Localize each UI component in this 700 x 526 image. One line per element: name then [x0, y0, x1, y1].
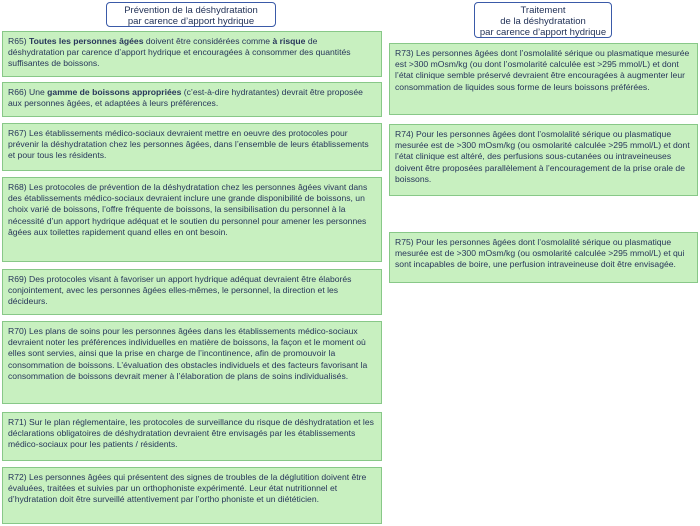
recommendation-text: R74) Pour les personnes âgées dont l’osmolalité sérique ou plasmatique mesurée est de >300 mOsm/kg (ou osmolarité calculée >295 mmol/L) et dont l’état clinique est altéré, des perfusions sous-cutanées ou intraveineuses doivent être proposées parallèlement à l’encouragement de la prise orale de boissons. — [395, 129, 690, 184]
recommendation-box-r66 — [2, 82, 382, 117]
recommendation-box-r70 — [2, 321, 382, 404]
recommendation-box-r73 — [389, 43, 698, 115]
recommendation-text: doivent être considérées comme — [143, 36, 273, 46]
recommendation-box-r74 — [389, 124, 698, 196]
prevention-header-line-1: Prévention de la déshydratation — [124, 5, 258, 16]
recommendation-text: R71) Sur le plan réglementaire, les protocoles de surveillance du risque de déshydratation et les déclarations obligatoires de déshydratation devraient être envisagés par les établissements médico-sociaux pour les patients / résidents. — [8, 417, 374, 450]
recommendation-text: R72) Les personnes âgées qui présentent des signes de troubles de la déglutition doivent être évaluées, traitées et suivies par un orthophoniste expérimenté. Leur état nutritionnel et d’hydratation doit être surveillé attentivement par l’ortho phoniste et un diététicien. — [8, 472, 367, 505]
recommendation-text: R70) Les plans de soins pour les personnes âgées dans les établissements médico-sociaux devraient noter les préférences individuelles en matière de boissons, la façon et le moment où elles sont servies, ainsi que la prise en charge de l’incontinence, afin de promouvoir la consommation de boissons. L’évaluation des obstacles individuels et des facteurs favorisant la consommation de boissons devrait mener à l’élaboration de plans de soins individualisés. — [8, 326, 368, 381]
recommendation-text: R66) Une — [8, 87, 48, 97]
recommendation-box-r65 — [2, 31, 382, 77]
recommendation-box-r67 — [2, 123, 382, 171]
recommendation-box-r72 — [2, 467, 382, 524]
recommendation-text: R65) — [8, 36, 30, 46]
treatment-header — [474, 2, 612, 38]
recommendation-box-r71 — [2, 412, 382, 461]
recommendation-box-r69 — [2, 269, 382, 315]
recommendation-box-r68 — [2, 177, 382, 262]
recommendation-text: R67) Les établissements médico-sociaux devraient mettre en oeuvre des protocoles pour prévenir la déshydratation chez les personnes âgées, dans l’ensemble de leurs établissements et pour tous les résidents. — [8, 128, 369, 161]
treatment-header-line-2: de la déshydratation — [500, 16, 586, 27]
prevention-header-line-2: par carence d’apport hydrique — [127, 16, 255, 27]
recommendation-box-r75 — [389, 232, 698, 283]
recommendation-text: (c’est-à-dire hydratantes) devrait être proposée aux personnes âgées, et adaptées à leurs préférences. — [8, 87, 363, 109]
recommendation-text: R69) Des protocoles visant à favoriser un apport hydrique adéquat devraient être élaborés conjointement, avec les personnes âgées elles-mêmes, le personnel, la direction et les décideurs. — [8, 274, 352, 307]
recommendation-text: de déshydratation par carence d’apport hydrique et encouragées à consommer des quantités suffisantes de boissons. — [8, 36, 351, 69]
recommendation-text: R68) Les protocoles de prévention de la déshydratation chez les personnes âgées vivant dans des établissements médico-sociaux devraient inclure une grande disponibilité de boissons, un choix varié de boissons, l’offre fréquente de boissons, la sensibilisation du personnel à la nécessité d’un apport hydrique adéquat et le soutien du personnel pour amener les personnes âgées aux toilettes rapidement quand elles en ont besoin. — [8, 182, 368, 237]
treatment-header-line-3: par carence d’apport hydrique — [479, 27, 607, 38]
recommendation-text: R73) Les personnes âgées dont l’osmolalité sérique ou plasmatique mesurée est >300 mOsm/kg (ou dont l’osmolarité calculée est >295 mmol/L) et dont l’état clinique semble préservé devraient être encouragées à augmenter leur consommation de liquides sous forme de leurs boissons préférées. — [395, 48, 690, 92]
recommendation-text-emphasis: à risque — [272, 36, 306, 46]
prevention-header — [106, 2, 276, 27]
recommendation-text: R75) Pour les personnes âgées dont l’osmolalité sérique ou plasmatique mesurée est de >300 mOsm/kg (ou osmolarité calculée >295 mmol/L) et qui sont incapables de boire, une perfusion intraveineuse doit être envisagée. — [395, 237, 685, 270]
recommendation-text-emphasis: gamme de boissons appropriées — [47, 87, 182, 97]
treatment-header-line-1: Traitement — [520, 5, 566, 16]
recommendation-text-emphasis: Toutes les personnes âgées — [29, 36, 144, 46]
